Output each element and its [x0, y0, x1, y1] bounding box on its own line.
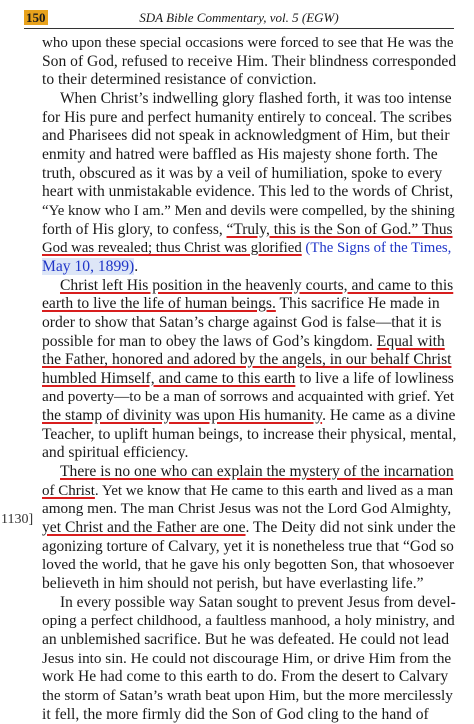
text-span: and spiritual efficiency. [42, 444, 189, 462]
header-rule [24, 28, 454, 29]
text-line [42, 183, 456, 202]
underlined-phrase: the stamp of divinity was upon His humanity [42, 407, 323, 425]
text-line [42, 221, 456, 240]
text-line [42, 239, 456, 258]
text-span: “Ye know who I am.” Men and devils were compelled, by the shining [42, 202, 455, 219]
text-line [42, 650, 456, 669]
text-line [42, 314, 456, 333]
text-line [42, 482, 456, 501]
margin-reference: 1130] [1, 512, 34, 527]
text-span: . Yet we know that He came to this earth and lived as a man [94, 482, 454, 499]
text-line [42, 90, 456, 109]
text-span: . He came as a divine [322, 407, 456, 425]
text-line [42, 426, 456, 445]
text-span: When Christ’s indwelling glory flashed forth, it was too intense [60, 89, 452, 107]
text-span: agonizing torture of Calvary, yet it is nonetheless true that “God so [42, 537, 454, 555]
running-title: SDA Bible Commentary, vol. 5 (EGW) [139, 10, 339, 25]
text-line [42, 146, 456, 165]
underlined-phrase: of Christ [42, 482, 95, 499]
text-span: to their determined resistance of conviction. [42, 71, 317, 89]
text-span: for His pure and perfect humanity entirely to conceal. The scribes [42, 108, 452, 126]
underlined-phrase: Christ left His position in the heavenly courts, and came to this [60, 276, 454, 294]
underlined-phrase: humbled Himself, and came to this earth [42, 369, 296, 387]
text-span: oping a perfect childhood, a faultless manhood, a holy ministry, and [42, 612, 455, 630]
text-line [42, 351, 456, 370]
text-span: forth of His glory, to confess, [42, 220, 227, 238]
text-line [42, 407, 456, 426]
text-line [42, 500, 456, 519]
text-line [42, 631, 456, 650]
text-span: truth, obscured as it was by a veil of humiliation, spoke to every [42, 164, 443, 182]
text-line [42, 519, 456, 538]
text-span: In every possible way Satan sought to prevent Jesus from devel- [60, 593, 456, 611]
underlined-phrase: the Father, honored and adored by the angels, in our behalf Christ [42, 351, 452, 369]
text-span: the storm of Satan’s wrath beat upon Him, but the more mercilessly [42, 686, 453, 704]
text-span: it fell, the more firmly did the Son of God cling to the hand of [42, 705, 429, 723]
text-line [42, 53, 456, 72]
text-span: Teacher, to uplift human beings, to increase their physical, mental, [42, 425, 457, 443]
underlined-phrase: “Truly, this is the Son of God.” Thus [226, 220, 453, 238]
text-span: possible for man to obey the laws of God’s kingdom. [42, 332, 377, 350]
text-line [42, 556, 456, 575]
text-span: believeth in him should not perish, but have everlasting life.” [42, 575, 424, 593]
text-span: Son of God, refused to receive Him. Their blindness corresponded [42, 52, 457, 70]
text-span: and poverty—to be a man of sorrows and acquainted with grief. Yet [42, 388, 455, 406]
text-line [42, 668, 456, 687]
text-line [42, 109, 456, 128]
text-line [42, 165, 456, 184]
text-line [42, 575, 456, 594]
text-span: This sacrifice He made in [275, 295, 440, 313]
text-line [42, 202, 456, 221]
text-line [42, 388, 456, 407]
text-line [42, 463, 456, 482]
text-line [42, 258, 456, 277]
text-span: to live a life of lowliness [295, 369, 454, 387]
text-line [42, 612, 456, 631]
text-span: . [134, 257, 139, 275]
text-span: loved the world, that he gave his only begotten Son, that whosoever [42, 556, 455, 574]
text-span: enmity and hatred were baffled as His majesty shone forth. The [42, 145, 438, 163]
underlined-phrase: Equal with [376, 332, 445, 350]
underlined-phrase: yet Christ and the Father are one [42, 519, 246, 537]
source-link[interactable]: (The Signs of the Times, [305, 240, 452, 257]
text-span: among men. The man Christ Jesus was not the Lord God Almighty, [42, 500, 452, 518]
text-line [42, 444, 456, 463]
source-link-date[interactable]: May 10, 1899) [42, 257, 135, 275]
text-line [42, 333, 456, 352]
text-span: heart with unmistakable evidence. This led to the words of Christ, [42, 183, 454, 201]
text-span: work He had come to this earth to do. From the desert to Calvary [42, 668, 449, 686]
text-line [42, 295, 456, 314]
underlined-phrase: There is no one who can explain the mystery of the incarnation [60, 463, 454, 481]
text-line [42, 127, 456, 146]
text-line [42, 594, 456, 613]
underlined-phrase: God was revealed; thus Christ was glorified [42, 240, 302, 257]
page-number: 150 [26, 10, 46, 25]
text-span: an unblemished sacrifice. But he was defeated. He could not lead [42, 631, 450, 648]
text-span: . The Deity did not sink under the [245, 519, 456, 537]
text-line [42, 538, 456, 557]
text-line [42, 370, 456, 389]
text-line [42, 34, 456, 53]
text-line [42, 706, 456, 724]
page-header [24, 8, 454, 30]
underlined-phrase: earth to live the life of human beings. [42, 295, 276, 313]
text-span: Jesus into sin. He could not discourage Him, or drive Him from the [42, 649, 452, 667]
text-span: order to show that Satan’s charge against God is false—that it is [42, 313, 442, 331]
text-line [42, 277, 456, 296]
text-span: who upon these special occasions were forced to see that He was the [42, 35, 454, 51]
body-text [42, 34, 456, 724]
text-span: and Pharisees did not speak in acknowledgment of Him, but their [42, 127, 450, 145]
text-line [42, 71, 456, 90]
